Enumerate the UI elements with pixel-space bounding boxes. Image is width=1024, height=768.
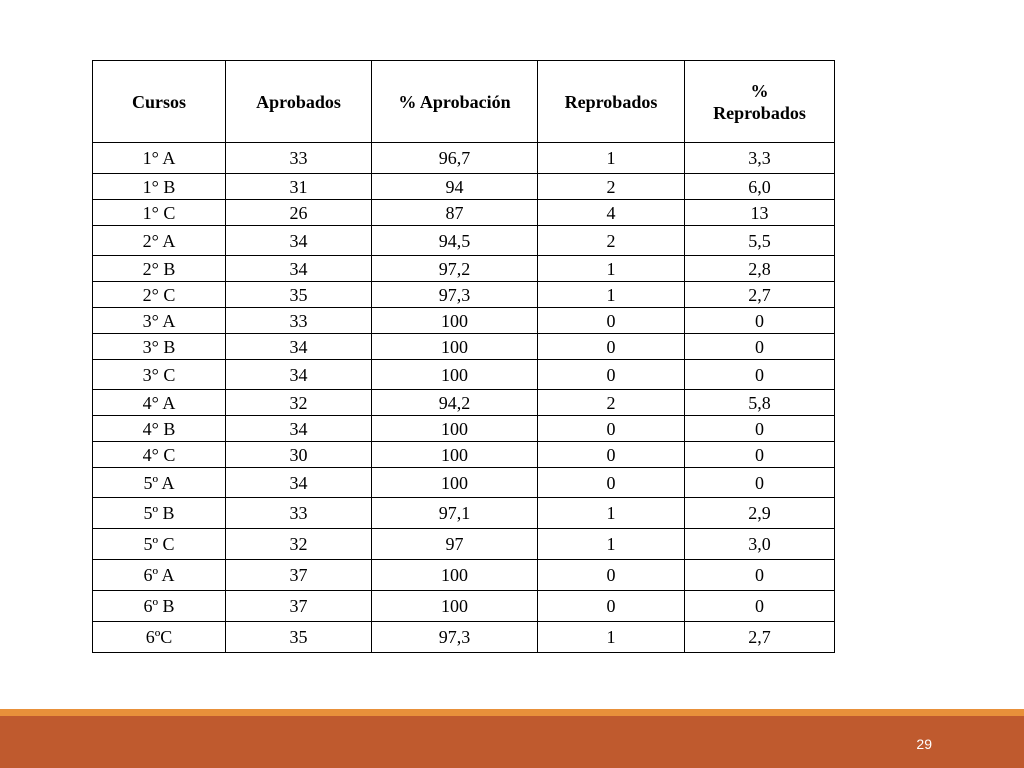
cell-reprobados: 2: [538, 174, 685, 200]
cell-reprobados: 0: [538, 416, 685, 442]
cell-pct-reprobados: 2,7: [685, 622, 835, 653]
cell-curso: 3° B: [93, 334, 226, 360]
table-row: [93, 442, 835, 468]
cell-pct-aprobacion: 100: [372, 468, 538, 498]
cell-curso: 6º A: [93, 560, 226, 591]
cell-curso: 5º B: [93, 498, 226, 529]
table-row: [93, 560, 835, 591]
footer-stripe: [0, 709, 1024, 716]
cell-aprobados: 32: [226, 529, 372, 560]
cell-pct-reprobados: 2,7: [685, 282, 835, 308]
cell-pct-aprobacion: 100: [372, 416, 538, 442]
results-table: [92, 60, 835, 653]
header-pct-reprobados-line2: Reprobados: [713, 102, 806, 123]
table-row: [93, 282, 835, 308]
cell-aprobados: 35: [226, 622, 372, 653]
cell-aprobados: 34: [226, 416, 372, 442]
cell-aprobados: 34: [226, 256, 372, 282]
table-row: [93, 143, 835, 174]
cell-pct-aprobacion: 100: [372, 442, 538, 468]
cell-aprobados: 33: [226, 498, 372, 529]
page-number: 29: [916, 736, 932, 752]
footer-band: [0, 716, 1024, 768]
cell-pct-reprobados: 0: [685, 360, 835, 390]
cell-pct-reprobados: 6,0: [685, 174, 835, 200]
cell-aprobados: 33: [226, 143, 372, 174]
cell-curso: 2° C: [93, 282, 226, 308]
cell-pct-aprobacion: 100: [372, 308, 538, 334]
cell-reprobados: 2: [538, 390, 685, 416]
table-row: [93, 256, 835, 282]
table-row: [93, 308, 835, 334]
header-aprobados: Aprobados: [226, 61, 372, 143]
cell-reprobados: 4: [538, 200, 685, 226]
cell-curso: 5º C: [93, 529, 226, 560]
cell-reprobados: 1: [538, 256, 685, 282]
cell-reprobados: 0: [538, 308, 685, 334]
table-row: [93, 200, 835, 226]
cell-aprobados: 34: [226, 360, 372, 390]
cell-reprobados: 2: [538, 226, 685, 256]
table-row: [93, 226, 835, 256]
header-pct-reprobados-line1: %: [750, 80, 769, 101]
cell-pct-reprobados: 13: [685, 200, 835, 226]
cell-aprobados: 33: [226, 308, 372, 334]
table-row: [93, 390, 835, 416]
table-row: [93, 591, 835, 622]
cell-curso: 4° B: [93, 416, 226, 442]
header-pct-aprobacion: % Aprobación: [372, 61, 538, 143]
table-row: [93, 334, 835, 360]
cell-pct-reprobados: 0: [685, 591, 835, 622]
cell-pct-aprobacion: 97,2: [372, 256, 538, 282]
cell-aprobados: 35: [226, 282, 372, 308]
cell-pct-reprobados: 0: [685, 560, 835, 591]
table-row: [93, 360, 835, 390]
cell-curso: 1° A: [93, 143, 226, 174]
cell-pct-aprobacion: 94: [372, 174, 538, 200]
cell-aprobados: 30: [226, 442, 372, 468]
table-row: [93, 416, 835, 442]
cell-reprobados: 1: [538, 622, 685, 653]
cell-pct-reprobados: 5,8: [685, 390, 835, 416]
cell-reprobados: 1: [538, 498, 685, 529]
cell-reprobados: 1: [538, 143, 685, 174]
cell-reprobados: 1: [538, 529, 685, 560]
cell-pct-aprobacion: 97,1: [372, 498, 538, 529]
cell-pct-reprobados: 0: [685, 416, 835, 442]
cell-pct-reprobados: 3,0: [685, 529, 835, 560]
cell-reprobados: 0: [538, 360, 685, 390]
table-row: [93, 498, 835, 529]
cell-curso: 3° A: [93, 308, 226, 334]
cell-pct-aprobacion: 100: [372, 334, 538, 360]
cell-reprobados: 0: [538, 468, 685, 498]
header-reprobados: Reprobados: [538, 61, 685, 143]
cell-curso: 3° C: [93, 360, 226, 390]
cell-pct-reprobados: 5,5: [685, 226, 835, 256]
cell-reprobados: 0: [538, 334, 685, 360]
cell-pct-reprobados: 3,3: [685, 143, 835, 174]
cell-pct-reprobados: 2,9: [685, 498, 835, 529]
cell-reprobados: 0: [538, 442, 685, 468]
cell-pct-aprobacion: 100: [372, 360, 538, 390]
cell-curso: 4° C: [93, 442, 226, 468]
cell-curso: 1° C: [93, 200, 226, 226]
cell-pct-aprobacion: 96,7: [372, 143, 538, 174]
cell-pct-aprobacion: 100: [372, 591, 538, 622]
cell-pct-aprobacion: 94,2: [372, 390, 538, 416]
cell-reprobados: 0: [538, 591, 685, 622]
cell-aprobados: 34: [226, 468, 372, 498]
cell-curso: 4° A: [93, 390, 226, 416]
cell-pct-reprobados: 0: [685, 468, 835, 498]
cell-aprobados: 26: [226, 200, 372, 226]
cell-reprobados: 0: [538, 560, 685, 591]
cell-aprobados: 37: [226, 591, 372, 622]
cell-curso: 2° B: [93, 256, 226, 282]
cell-reprobados: 1: [538, 282, 685, 308]
cell-pct-aprobacion: 87: [372, 200, 538, 226]
cell-curso: 6º B: [93, 591, 226, 622]
cell-curso: 6ºC: [93, 622, 226, 653]
cell-pct-aprobacion: 100: [372, 560, 538, 591]
table-row: [93, 174, 835, 200]
cell-pct-reprobados: 0: [685, 442, 835, 468]
cell-pct-reprobados: 0: [685, 308, 835, 334]
table-row: [93, 622, 835, 653]
cell-aprobados: 32: [226, 390, 372, 416]
cell-pct-aprobacion: 97: [372, 529, 538, 560]
cell-curso: 2° A: [93, 226, 226, 256]
table-row: [93, 468, 835, 498]
cell-aprobados: 37: [226, 560, 372, 591]
header-row: [93, 61, 835, 143]
header-pct-reprobados: [685, 61, 835, 143]
table-row: [93, 529, 835, 560]
cell-pct-reprobados: 2,8: [685, 256, 835, 282]
cell-aprobados: 34: [226, 334, 372, 360]
cell-pct-aprobacion: 97,3: [372, 282, 538, 308]
cell-aprobados: 31: [226, 174, 372, 200]
cell-aprobados: 34: [226, 226, 372, 256]
cell-curso: 5º A: [93, 468, 226, 498]
cell-pct-aprobacion: 94,5: [372, 226, 538, 256]
cell-pct-reprobados: 0: [685, 334, 835, 360]
cell-curso: 1° B: [93, 174, 226, 200]
header-cursos: Cursos: [93, 61, 226, 143]
cell-pct-aprobacion: 97,3: [372, 622, 538, 653]
